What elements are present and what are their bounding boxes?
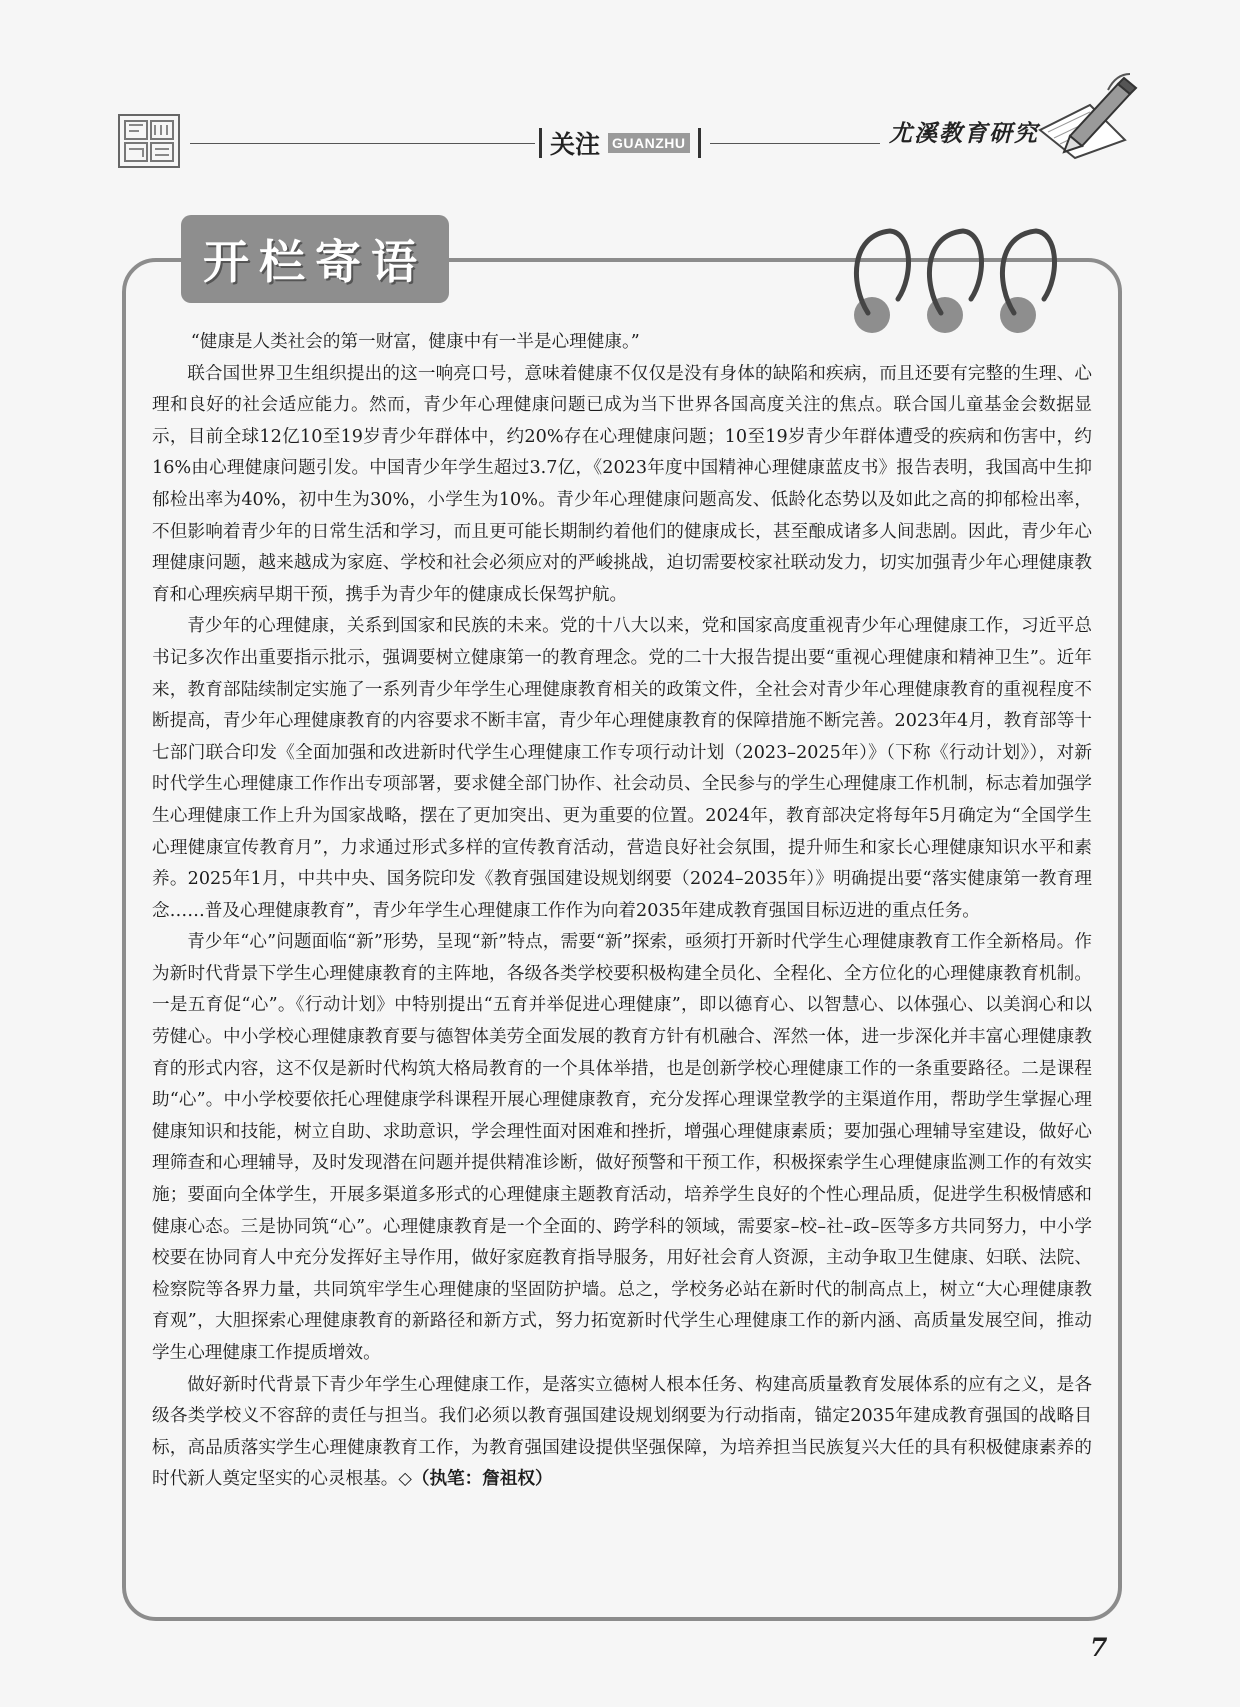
body-paragraph-text: 做好新时代背景下青少年学生心理健康工作，是落实立德树人根本任务、构建高质量教育发展体系的应有之义，是各级各类学校义不容辞的责任与担当。我们必须以教育强国建设规划纲要为行动指南，锚定2035年建成教育强国的战略目标，高品质落实学生心理健康教育工作，为教育强国建设提供坚强保障，为培养担当民族复兴大任的具有积极健康素养的时代新人奠定坚实的心灵根基。 (152, 1374, 1092, 1490)
body-paragraph: 青少年“心”问题面临“新”形势，呈现“新”特点，需要“新”探索，亟须打开新时代学生心理健康教育工作全新格局。作为新时代背景下学生心理健康教育的主阵地，各级各类学校要积极构建全员化、全程化、全方位化的心理健康教育机制。一是五育促“心”。《行动计划》中特别提出“五育并举促进心理健康”，即以德育心、以智慧心、以体强心、以美润心和以劳健心。中小学校心理健康教育要与德智体美劳全面发展的教育方针有机融合、浑然一体，进一步深化并丰富心理健康教育的形式内容，这不仅是新时代构筑大格局教育的一个具体举措，也是创新学校心理健康工作的一条重要路径。二是课程助“心”。中小学校要依托心理健康学科课程开展心理健康教育，充分发挥心理课堂教学的主渠道作用，帮助学生掌握心理健康知识和技能，树立自助、求助意识，学会理性面对困难和挫折，增强心理健康素质；要加强心理辅导室建设，做好心理筛查和心理辅导，及时发现潜在问题并提供精准诊断，做好预警和干预工作，积极探索学生心理健康监测工作的有效实施；要面向全体学生，开展多渠道多形式的心理健康主题教育活动，培养学生良好的个性心理品质，促进学生积极情感和健康心态。三是协同筑“心”。心理健康教育是一个全面的、跨学科的领域，需要家–校–社–政–医等多方共同努力，中小学校要在协同育人中充分发挥好主导作用，做好家庭教育指导服务，用好社会育人资源，主动争取卫生健康、妇联、法院、检察院等各界力量，共同筑牢学生心理健康的坚固防护墙。总之，学校务必站在新时代的制高点上，树立“大心理健康教育观”，大胆探索心理健康教育的新路径和新方式，努力拓宽新时代学生心理健康工作的新内涵、高质量发展空间，推动学生心理健康工作提质增效。 (152, 932, 1092, 1363)
body-paragraph: 联合国世界卫生组织提出的这一响亮口号，意味着健康不仅仅是没有身体的缺陷和疾病，而且还要有完整的生理、心理和良好的社会适应能力。然而，青少年心理健康问题已成为当下世界各国高度关注的焦点。联合国儿童基金会数据显示，目前全球12亿10至19岁青少年群体中，约20%存在心理健康问题；10至19岁青少年群体遭受的疾病和伤害中，约16%由心理健康问题引发。中国青少年学生超过3.7亿，《2023年度中国精神心理健康蓝皮书》报告表明，我国高中生抑郁检出率为40%，初中生为30%，小学生为10%。青少年心理健康问题高发、低龄化态势以及如此之高的抑郁检出率，不但影响着青少年的日常生活和学习，而且更可能长期制约着他们的健康成长，甚至酿成诸多人间悲剧。因此，青少年心理健康问题，越来越成为家庭、学校和社会必须应对的严峻挑战，迫切需要校家社联动发力，切实加强青少年心理健康教育和心理疾病早期干预，携手为青少年的健康成长保驾护航。 (152, 363, 1092, 605)
header-rule-right (710, 143, 880, 144)
epigraph: “健康是人类社会的第一财富，健康中有一半是心理健康。” (190, 332, 640, 352)
pencil-notepad-icon (1030, 70, 1140, 160)
author-signature: （执笔：詹祖权） (411, 1469, 553, 1490)
section-name: 关注 (550, 130, 601, 159)
header-rule-left (190, 143, 535, 144)
article-body (152, 327, 1092, 1496)
divider-bar (539, 128, 542, 158)
divider-bar (698, 128, 701, 158)
section-tag (539, 123, 701, 163)
end-mark: ◇ (398, 1469, 412, 1490)
body-paragraph: 青少年的心理健康，关系到国家和民族的未来。党的十八大以来，党和国家高度重视青少年心理健康工作，习近平总书记多次作出重要指示批示，强调要树立健康第一的教育理念。党的二十大报告提出要“重视心理健康和精神卫生”。近年来，教育部陆续制定实施了一系列青少年学生心理健康教育相关的政策文件，全社会对青少年心理健康教育的重视程度不断提高，青少年心理健康教育的内容要求不断丰富，青少年心理健康教育的保障措施不断完善。2023年4月，教育部等十七部门联合印发《全面加强和改进新时代学生心理健康工作专项行动计划（2023–2025年）》（下称《行动计划》），对新时代学生心理健康工作作出专项部署，要求健全部门协作、社会动员、全民参与的学生心理健康工作机制，标志着加强学生心理健康工作上升为国家战略，摆在了更加突出、更为重要的位置。2024年，教育部决定将每年5月确定为“全国学生心理健康宣传教育月”，力求通过形式多样的宣传教育活动，营造良好社会氛围，提升师生和家长心理健康知识水平和素养。2025年1月，中共中央、国务院印发《教育强国建设规划纲要（2024–2035年）》明确提出要“落实健康第一教育理念……普及心理健康教育”，青少年学生心理健康工作作为向着2035年建成教育强国目标迈进的重点任务。 (152, 616, 1092, 921)
section-name-pinyin: GUANZHU (608, 133, 690, 153)
closing-paragraph (152, 1370, 1092, 1496)
page-number: 7 (1090, 1633, 1108, 1662)
column-title-tab (181, 215, 449, 303)
column-title: 开栏寄语 (203, 235, 427, 289)
page-header (0, 0, 1240, 180)
journal-title: 尤溪教育研究 (889, 120, 1039, 147)
decorative-seal-icon (117, 113, 181, 169)
